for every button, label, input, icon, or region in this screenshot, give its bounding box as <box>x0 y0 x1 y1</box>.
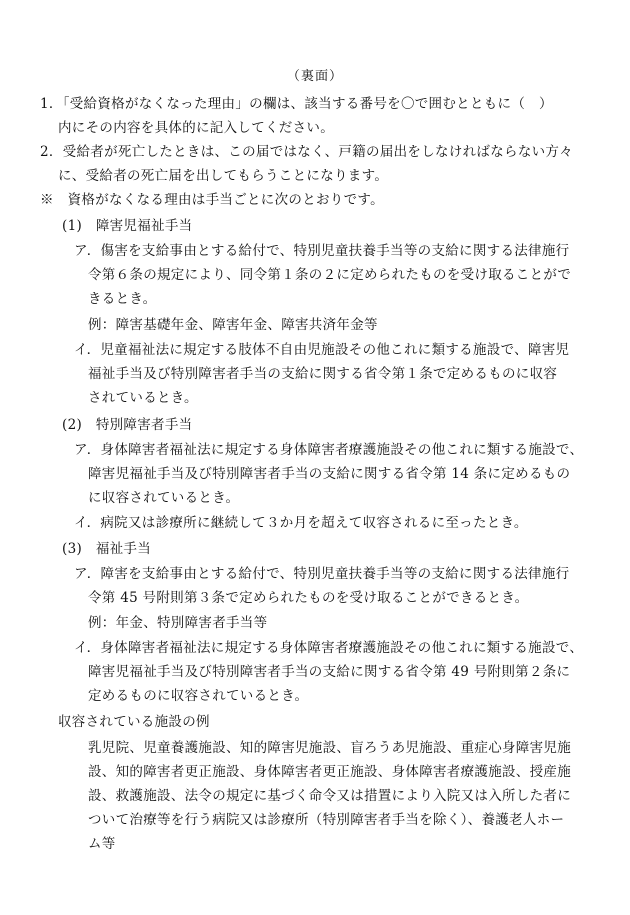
facilities-line-3: 設、救護施設、法令の規定に基づく命令又は措置により入院又は入所した者に <box>88 788 571 804</box>
section-3-a-line-1: ア．障害を支給事由とする給付で、特別児童扶養手当等の支給に関する法律施行 <box>74 566 570 582</box>
note-1-line-1: 1．「受給資格がなくなった理由」の欄は、該当する番号を〇で囲むとともに（ ） <box>40 96 553 112</box>
section-2-b-line-1: イ．病院又は診療所に継続して３か月を超えて収容されるに至ったとき。 <box>74 515 528 531</box>
facilities-line-5: ム等 <box>88 836 116 852</box>
section-2-heading: (2) 特別障害者手当 <box>62 417 193 433</box>
section-3-b-line-1: イ．身体障害者福祉法に規定する身体障害者療護施設その他これに類する施設で、 <box>74 640 584 656</box>
note-2-line-1: 2．受給者が死亡したときは、この届ではなく、戸籍の届出をしなければならない方々 <box>40 144 574 160</box>
section-1-b-line-3: されているとき。 <box>88 390 198 406</box>
facilities-line-1: 乳児院、児童養護施設、知的障害児施設、盲ろうあ児施設、重症心身障害児施 <box>88 740 571 756</box>
section-2-a-line-2: 障害児福祉手当及び特別障害者手当の支給に関する省令第 14 条に定めるもの <box>88 466 571 482</box>
section-2-a-line-1: ア．身体障害者福祉法に規定する身体障害者療護施設その他これに類する施設で、 <box>74 442 584 458</box>
section-1-heading: (1) 障害児福祉手当 <box>62 218 193 234</box>
section-3-b-line-3: 定めるものに収容されているとき。 <box>88 688 309 704</box>
section-3-a-example: 例：年金、特別障害者手当等 <box>88 615 268 631</box>
facilities-line-2: 設、知的障害者更正施設、身体障害者更正施設、身体障害者療護施設、授産施 <box>88 764 571 780</box>
section-2-a-line-3: に収容されているとき。 <box>88 490 240 506</box>
section-1-a-line-2: 令第６条の規定により、同令第１条の２に定められたものを受け取ることがで <box>88 267 571 283</box>
section-3-heading: (3) 福祉手当 <box>62 541 152 557</box>
section-1-b-line-1: イ．児童福祉法に規定する肢体不自由児施設その他これに類する施設で、障害児 <box>74 342 570 358</box>
note-2-line-2: に、受給者の死亡届を出してもらうことになります。 <box>58 168 389 184</box>
facilities-heading: 収容されている施設の例 <box>58 714 210 730</box>
section-3-b-line-2: 障害児福祉手当及び特別障害者手当の支給に関する省令第 49 号附則第２条に <box>88 664 571 680</box>
section-1-b-line-2: 福祉手当及び特別障害者手当の支給に関する省令第１条で定めるものに収容 <box>88 366 558 382</box>
section-1-a-line-1: ア．傷害を支給事由とする給付で、特別児童扶養手当等の支給に関する法律施行 <box>74 243 570 259</box>
note-1-line-2: 内にその内容を具体的に記入してください。 <box>58 120 334 136</box>
section-3-a-line-2: 令第 45 号附則第３条で定められたものを受け取ることができるとき。 <box>88 590 529 606</box>
section-1-a-example: 例：障害基礎年金、障害年金、障害共済年金等 <box>88 317 378 333</box>
section-1-a-line-3: きるとき。 <box>88 291 157 307</box>
facilities-line-4: ついて治療等を行う病院又は診療所（特別障害者手当を除く）、養護老人ホー <box>88 812 565 828</box>
page-title: （裏面） <box>286 69 344 84</box>
reasons-intro: ※ 資格がなくなる理由は手当ごとに次のとおりです。 <box>40 192 384 208</box>
